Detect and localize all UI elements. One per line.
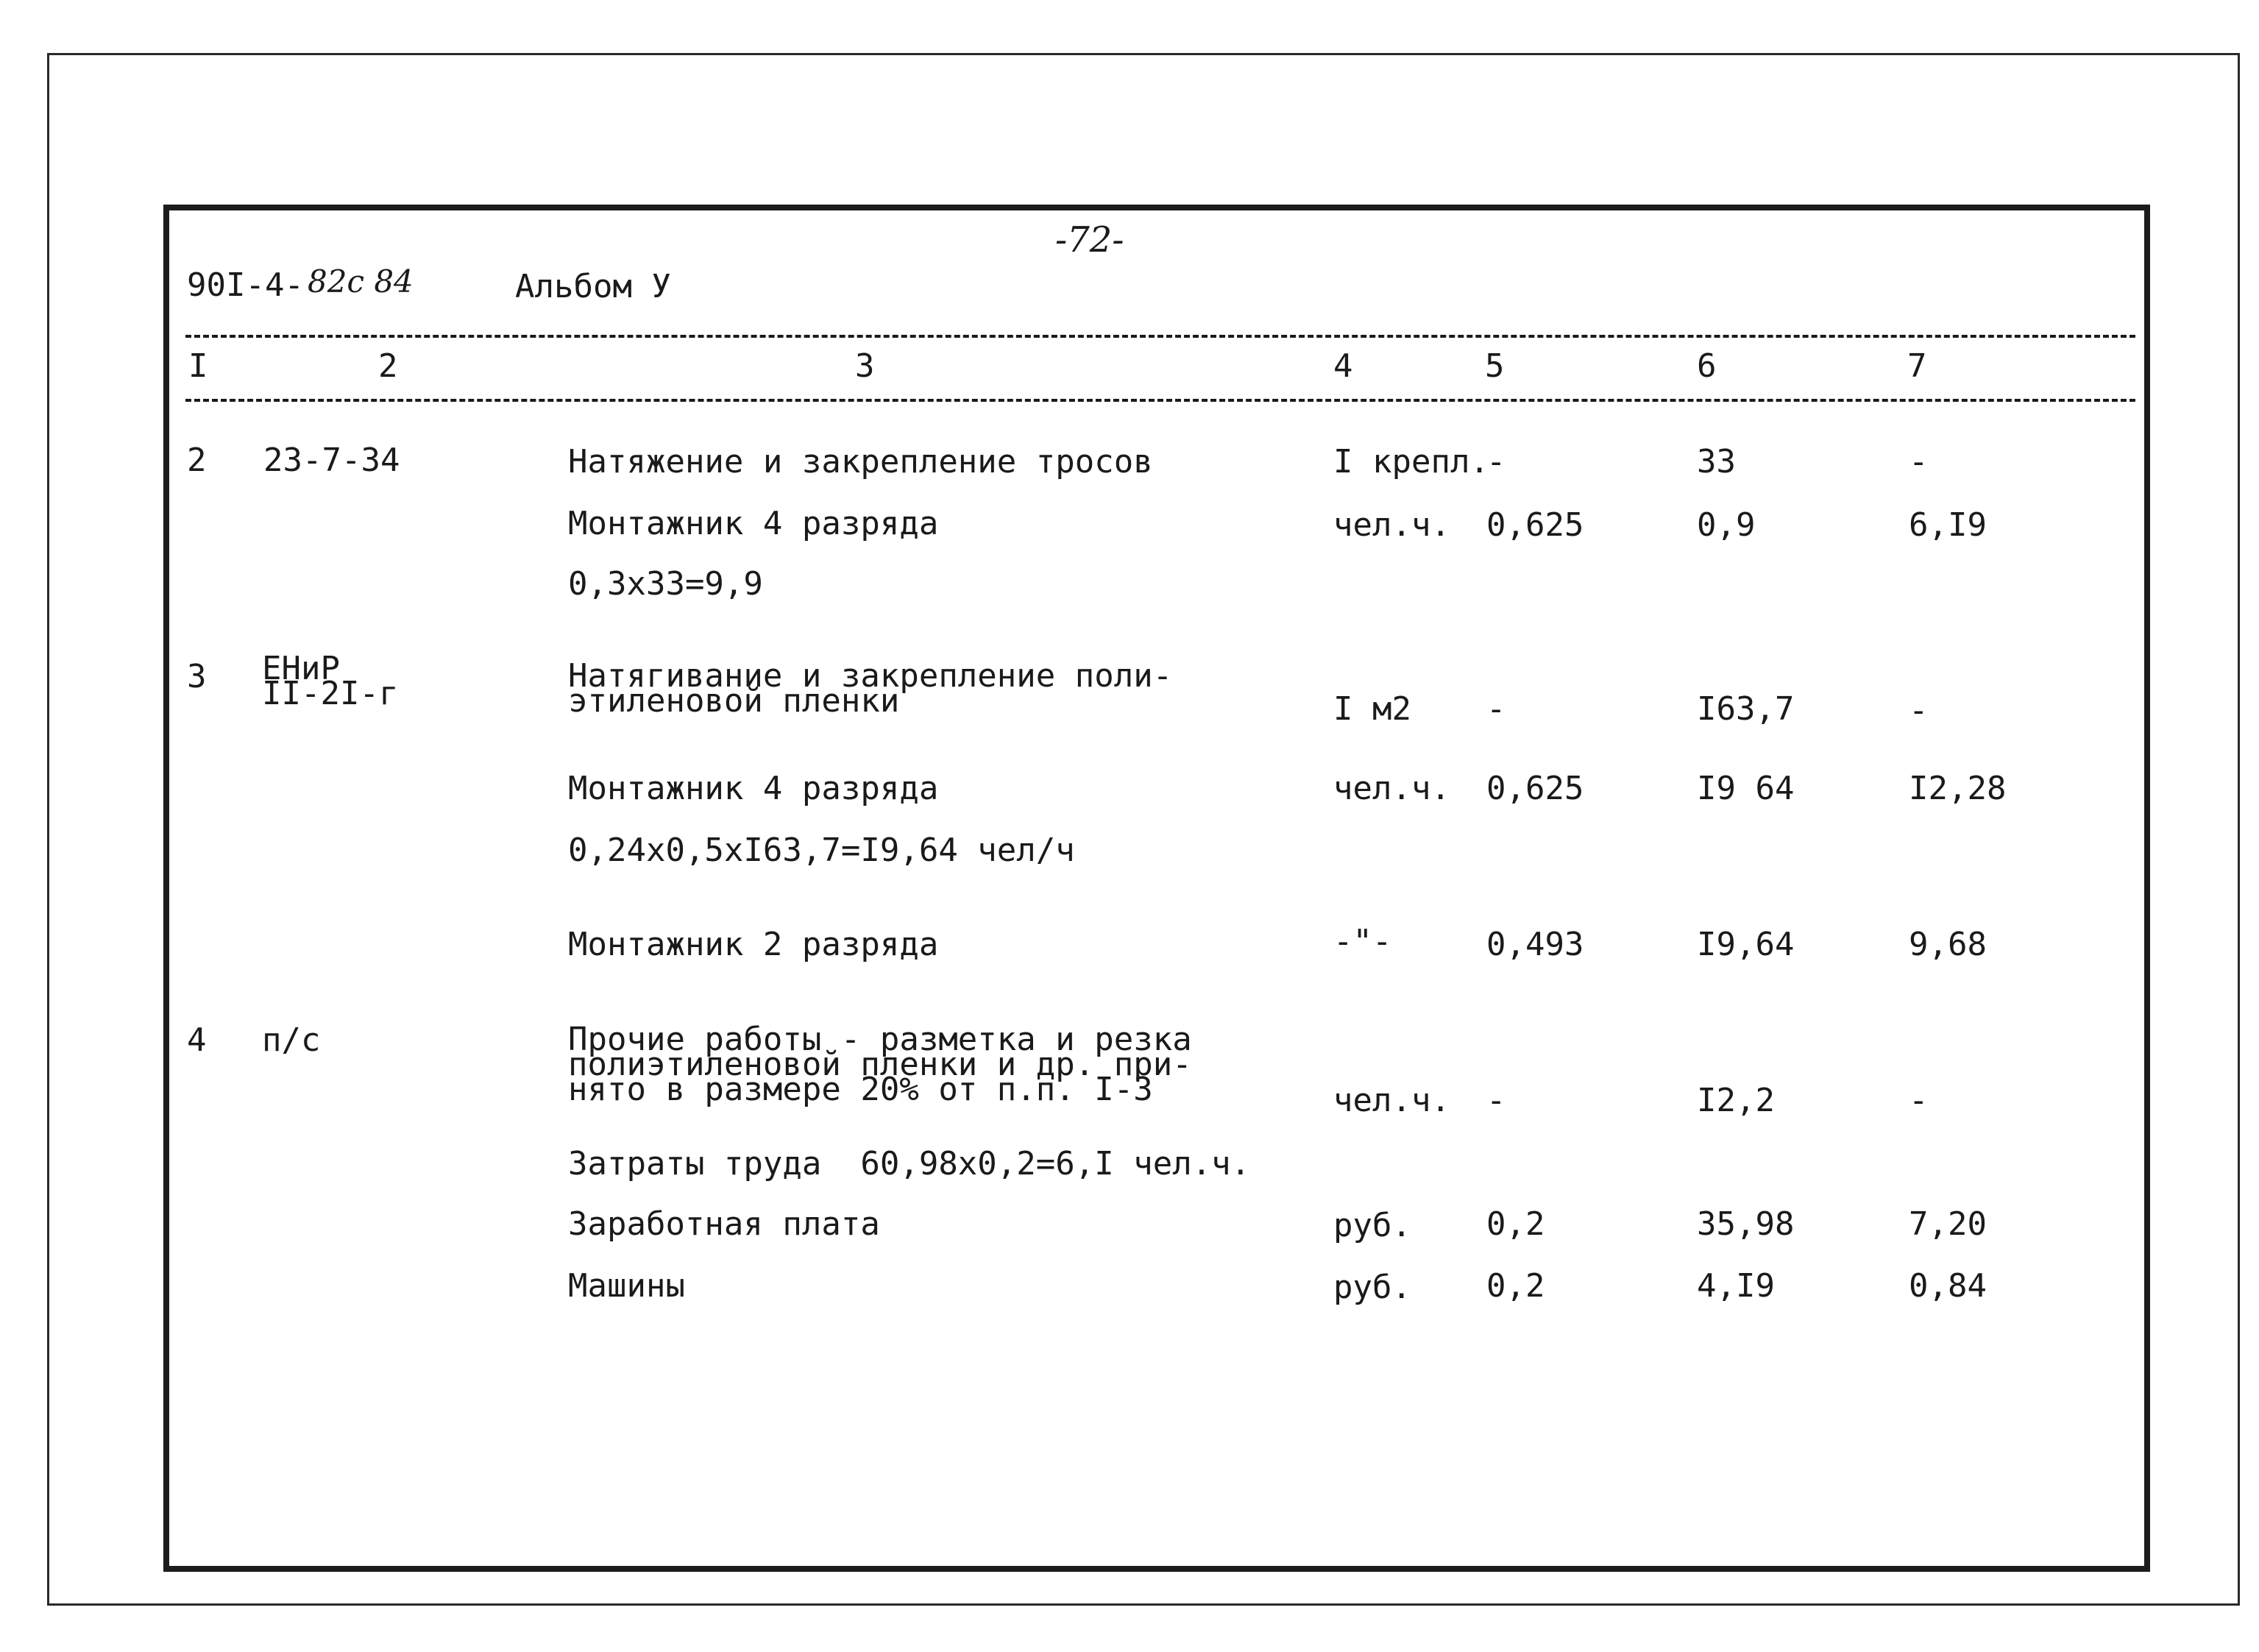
column-header-4: 4: [1333, 347, 1353, 385]
quantity-value: I63,7: [1697, 690, 1795, 728]
unit: I крепл.: [1333, 443, 1489, 481]
rate-value: -: [1486, 443, 1506, 481]
amount-value: 9,68: [1909, 926, 1987, 963]
work-description: Натягивание и закрепление поли- этиленовой пленки: [568, 657, 1173, 720]
rate-value: -: [1486, 690, 1506, 728]
amount-value: 7,20: [1909, 1205, 1987, 1243]
page-number: -72-: [1055, 219, 1124, 260]
quantity-value: 35,98: [1697, 1205, 1795, 1243]
row-number: 4: [187, 1021, 207, 1059]
norm-code: п/с: [262, 1021, 321, 1059]
rate-value: 0,2: [1486, 1267, 1545, 1305]
unit: чел.ч.: [1333, 770, 1450, 807]
amount-value: I2,28: [1909, 770, 2007, 807]
quantity-value: 4,I9: [1697, 1267, 1775, 1305]
work-description: Машины: [568, 1267, 685, 1305]
header-rule-bottom: [185, 399, 2135, 402]
unit: руб.: [1333, 1207, 1411, 1244]
header-rule-top: [185, 335, 2135, 338]
row-number: 2: [187, 442, 207, 479]
row-number: 3: [187, 658, 207, 695]
work-description: Заработная плата: [568, 1205, 880, 1243]
quantity-value: I2,2: [1697, 1082, 1775, 1119]
column-header-6: 6: [1697, 347, 1717, 385]
norm-code: ЕНиР II-2I-г: [262, 650, 399, 712]
unit: чел.ч.: [1333, 506, 1450, 544]
calculation-note: Затраты труда 60,98х0,2=6,I чел.ч.: [568, 1145, 1251, 1183]
unit: руб.: [1333, 1269, 1411, 1306]
column-header-7: 7: [1907, 347, 1927, 385]
unit: -"-: [1333, 923, 1392, 960]
work-description: Прочие работы - разметка и резка полиэтиленовой пленки и др. при- нято в размере 20% от п.п. I-3: [568, 1021, 1192, 1108]
rate-value: 0,625: [1486, 770, 1584, 807]
column-header-5: 5: [1485, 347, 1505, 385]
column-header-2: 2: [378, 347, 398, 385]
work-description: Монтажник 2 разряда: [568, 926, 939, 963]
unit: чел.ч.: [1333, 1082, 1450, 1119]
work-description: Монтажник 4 разряда: [568, 505, 939, 542]
amount-value: -: [1909, 443, 1929, 481]
quantity-value: I9,64: [1697, 926, 1795, 963]
rate-value: 0,493: [1486, 926, 1584, 963]
amount-value: -: [1909, 692, 1929, 729]
amount-value: 0,84: [1909, 1267, 1987, 1305]
album-label: Альбом У: [515, 268, 671, 305]
unit: I м2: [1333, 690, 1411, 728]
work-description: Натяжение и закрепление тросов: [568, 443, 1153, 481]
norm-code: 23-7-34: [263, 442, 400, 479]
document-code: 90I-4-: [187, 266, 304, 304]
quantity-value: 33: [1697, 443, 1736, 481]
amount-value: 6,I9: [1909, 506, 1987, 544]
amount-value: -: [1909, 1082, 1929, 1119]
rate-value: 0,625: [1486, 506, 1584, 544]
document-code-handwritten: 82с 84: [308, 263, 414, 299]
calculation-note: 0,3х33=9,9: [568, 565, 763, 603]
work-description: Монтажник 4 разряда: [568, 770, 939, 807]
document-frame: [163, 205, 2150, 1572]
quantity-value: 0,9: [1697, 506, 1756, 544]
rate-value: 0,2: [1486, 1205, 1545, 1243]
column-header-1: I: [188, 347, 208, 385]
rate-value: -: [1486, 1082, 1506, 1119]
quantity-value: I9 64: [1697, 770, 1795, 807]
calculation-note: 0,24х0,5хI63,7=I9,64 чел/ч: [568, 832, 1075, 869]
column-header-3: 3: [855, 347, 875, 385]
